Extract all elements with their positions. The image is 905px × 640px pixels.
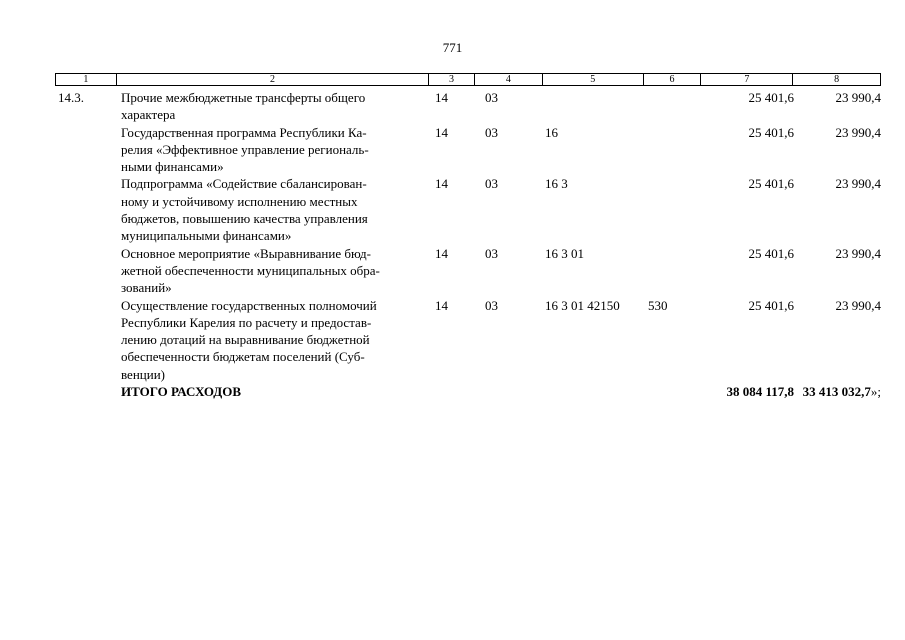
table-header — [55, 73, 881, 86]
table-row — [55, 89, 881, 124]
row-amount-8: 23 990,4 — [835, 90, 881, 105]
table-row — [55, 175, 881, 244]
table-row — [55, 297, 881, 383]
row-number: 14.3. — [58, 90, 84, 105]
row-name: Основное мероприятие «Выравнивание бюд- жетной обеспеченности муниципальных обра- зований» — [121, 245, 380, 296]
row-target-code: 16 3 01 42150 — [545, 297, 620, 313]
column-number-4: 4 — [475, 74, 543, 85]
total-closing-quote: »; — [870, 384, 881, 400]
row-number — [55, 245, 121, 297]
row-section: 14 — [435, 297, 448, 313]
row-section: 14 — [435, 124, 448, 140]
total-amount-8-value: 33 413 032,7 — [802, 384, 871, 400]
total-amount-8 — [794, 383, 881, 400]
row-amount-7: 25 401,6 — [748, 90, 794, 105]
row-amount-8: 23 990,4 — [835, 245, 881, 261]
total-label: ИТОГО РАСХОДОВ — [121, 384, 242, 400]
row-expense-type — [648, 124, 700, 176]
row-amount-8: 23 990,4 — [835, 124, 881, 140]
page-number: 771 — [442, 40, 463, 55]
row-target-code: 16 3 — [545, 176, 568, 192]
row-number — [55, 175, 121, 244]
row-section: 14 — [435, 245, 448, 261]
row-amount-8: 23 990,4 — [835, 176, 881, 192]
table-row — [55, 245, 881, 297]
column-number-1: 1 — [56, 74, 117, 85]
total-spacer — [435, 383, 700, 400]
table-row — [55, 124, 881, 176]
row-amount-7: 25 401,6 — [748, 176, 794, 192]
row-number — [55, 297, 121, 383]
row-expense-type — [648, 89, 700, 124]
row-section: 14 — [435, 176, 448, 192]
row-target-code — [545, 89, 648, 124]
row-subsection: 03 — [485, 176, 498, 192]
column-number-3: 3 — [429, 74, 475, 85]
row-name: Прочие межбюджетные трансферты общего характера — [121, 90, 366, 123]
table-body — [55, 89, 881, 400]
row-subsection: 03 — [485, 90, 498, 105]
row-amount-7: 25 401,6 — [748, 245, 794, 261]
column-number-2: 2 — [117, 74, 429, 85]
row-amount-8: 23 990,4 — [835, 297, 881, 313]
row-target-code: 16 3 01 — [545, 245, 584, 261]
row-target-code: 16 — [545, 124, 558, 140]
column-number-8: 8 — [834, 74, 840, 85]
total-amount-7: 38 084 117,8 — [726, 384, 794, 400]
row-expense-type — [648, 245, 700, 297]
row-subsection: 03 — [485, 124, 498, 140]
row-number — [55, 124, 121, 176]
row-amount-7: 25 401,6 — [748, 124, 794, 140]
row-name: Подпрограмма «Содействие сбалансирован- ному и устойчивому исполнению местных бюджетов, повышению качества управления муниципальными финансами» — [121, 176, 368, 244]
row-amount-7: 25 401,6 — [748, 297, 794, 313]
row-section: 14 — [435, 90, 448, 105]
column-number-7: 7 — [701, 74, 793, 85]
column-number-5: 5 — [543, 74, 644, 85]
row-name: Осуществление государственных полномочий Республики Карелия по расчету и предостав- лению дотаций на выравнивание бюджетной обеспеченности бюджетам поселений (Суб- венции) — [121, 297, 377, 382]
row-subsection: 03 — [485, 297, 498, 313]
row-subsection: 03 — [485, 245, 498, 261]
row-expense-type — [648, 175, 700, 244]
row-expense-type: 530 — [648, 297, 668, 313]
row-name: Государственная программа Республики Ка- релия «Эффективное управление региональ- ными финансами» — [121, 124, 369, 175]
column-number-6: 6 — [644, 74, 702, 85]
total-row — [55, 383, 881, 400]
